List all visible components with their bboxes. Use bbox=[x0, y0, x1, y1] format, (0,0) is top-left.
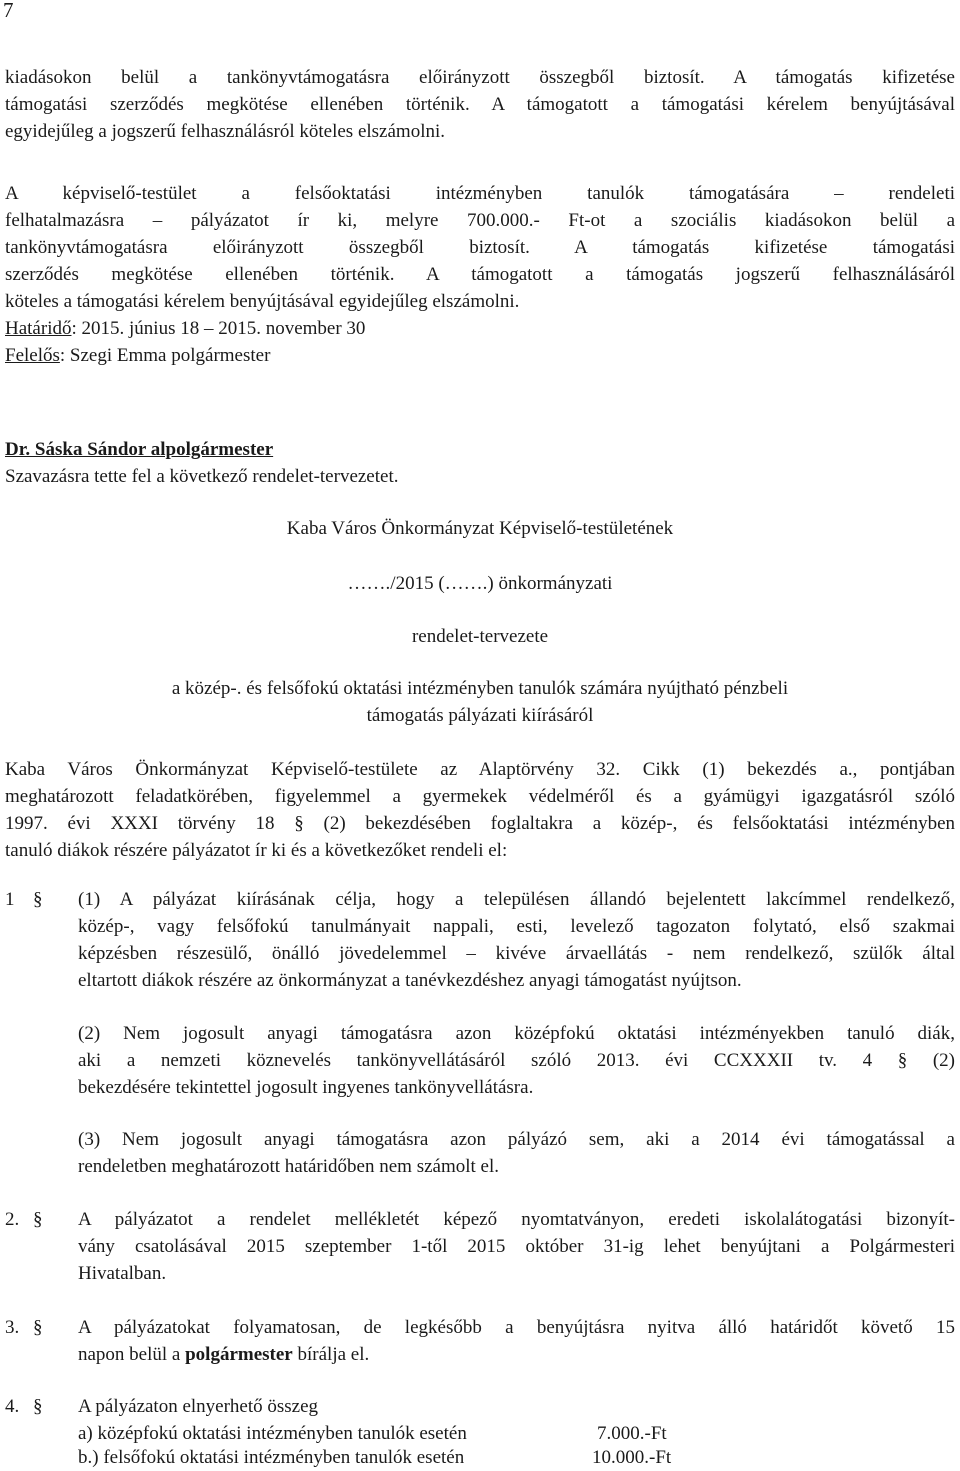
section-2-body bbox=[78, 1206, 955, 1287]
text-line bbox=[78, 1341, 955, 1368]
deadline-line bbox=[5, 315, 955, 342]
section-sign: § bbox=[33, 1209, 43, 1230]
amount-value: 7.000.-Ft bbox=[597, 1423, 667, 1444]
section-1-subsection-3 bbox=[78, 1126, 955, 1180]
text-line: támogatási szerződés megkötése ellenében történik. A támogatott a támogatási kérelem benyújtásával bbox=[5, 94, 955, 115]
text-line: bekezdésére tekintettel jogosult ingyenes tankönyvellátásra. bbox=[78, 1077, 534, 1098]
deadline-label: Határidő bbox=[5, 318, 72, 339]
section-sign: § bbox=[33, 889, 43, 910]
text-line: (1) A pályázat kiírásának célja, hogy a településen állandó bejelentett lakcímmel rendelkező, bbox=[78, 889, 955, 910]
responsible-label: Felelős bbox=[5, 345, 60, 366]
decree-header-line-3: rendelet-tervezete bbox=[411, 626, 549, 647]
decree-header-line-2: ……./2015 (…….) önkormányzati bbox=[347, 573, 613, 594]
text-line: (2) Nem jogosult anyagi támogatásra azon középfokú oktatási intézményekben tanuló diák, bbox=[78, 1023, 955, 1044]
text-run: bírálja el. bbox=[292, 1344, 370, 1365]
text-line: kiadásokon belül a tankönyvtámogatásra előirányzott összegből biztosít. A támogatás kifizetése bbox=[5, 67, 955, 88]
section-3-body bbox=[78, 1314, 955, 1368]
intro-paragraph-1 bbox=[5, 64, 955, 145]
text-line: képzésben részesülő, önálló jövedelemmel – kivéve árvaellátás - nem rendelkező, szülők által bbox=[78, 943, 955, 964]
intro-paragraph-2 bbox=[5, 180, 955, 369]
section-1-subsection-1 bbox=[78, 886, 955, 994]
text-line: tankönyvtámogatásra előirányzott összegből biztosít. A támogatás kifizetése támogatási bbox=[5, 237, 955, 258]
amount-label: a) középfokú oktatási intézményben tanulók esetén bbox=[78, 1423, 467, 1444]
section-sign: § bbox=[33, 1396, 43, 1417]
decree-title-line-2: támogatás pályázati kiírásáról bbox=[366, 705, 594, 726]
speaker-text: Szavazásra tette fel a következő rendelet-tervezetet. bbox=[5, 466, 399, 487]
section-number: 4. bbox=[5, 1396, 20, 1417]
section-number: 1 bbox=[5, 889, 15, 910]
responsible-value: : Szegi Emma polgármester bbox=[59, 345, 271, 366]
section-number: 3. bbox=[5, 1317, 20, 1338]
preamble bbox=[5, 756, 955, 864]
text-line: meghatározott feladatkörében, figyelemmel a gyermekek védelméről és a gyámügyi igazgatásról szóló bbox=[5, 786, 955, 807]
page-number: 7 bbox=[3, 0, 14, 22]
text-line: Kaba Város Önkormányzat Képviselő-testülete az Alaptörvény 32. Cikk (1) bekezdés a., pontjában bbox=[5, 759, 955, 780]
text-line: eltartott diákok részére az önkormányzat a tanévkezdéshez anyagi támogatást nyújtson. bbox=[78, 970, 742, 991]
text-line: vány csatolásával 2015 szeptember 1-től 2015 október 31-ig lehet benyújtani a Polgármesteri bbox=[78, 1236, 955, 1257]
text-line: A képviselő-testület a felsőoktatási intézményben tanulók támogatására – rendeleti bbox=[5, 183, 955, 204]
responsible-line bbox=[5, 342, 955, 369]
amount-value: 10.000.-Ft bbox=[592, 1447, 672, 1468]
decree-title-line-1: a közép-. és felsőfokú oktatási intézményben tanulók számára nyújtható pénzbeli bbox=[171, 678, 789, 699]
section-1-subsection-2 bbox=[78, 1020, 955, 1101]
text-run-bold: polgármester bbox=[185, 1344, 293, 1365]
decree-header-line-1: Kaba Város Önkormányzat Képviselő-testületének bbox=[286, 518, 674, 539]
text-run: napon belül a bbox=[78, 1344, 186, 1365]
text-line: közép-, vagy felsőfokú tanulmányait nappali, esti, levelező tagozaton folytató, első szakmai bbox=[78, 916, 955, 937]
deadline-value: : 2015. június 18 – 2015. november 30 bbox=[71, 318, 366, 339]
section-number: 2. bbox=[5, 1209, 20, 1230]
section-sign: § bbox=[33, 1317, 43, 1338]
text-line: felhatalmazásra – pályázatot ír ki, melyre 700.000.- Ft-ot a szociális kiadásokon belül a bbox=[5, 210, 955, 231]
text-line: A pályázatot a rendelet mellékletét képező nyomtatványon, eredeti iskolalátogatási bizonyít- bbox=[78, 1209, 955, 1230]
text-line: köteles a támogatási kérelem benyújtásával egyidejűleg elszámolni. bbox=[5, 291, 520, 312]
text-line: rendeletben meghatározott határidőben nem számolt el. bbox=[78, 1156, 499, 1177]
text-line: Hivatalban. bbox=[78, 1263, 167, 1284]
text-line: 1997. évi XXXI törvény 18 § (2) bekezdésében foglaltakra a közép-, és felsőoktatási intézményben bbox=[5, 813, 955, 834]
text-line: szerződés megkötése ellenében történik. A támogatott a támogatás jogszerű felhasználásáról bbox=[5, 264, 955, 285]
text-line: aki a nemzeti köznevelés tankönyvellátásáról szóló 2013. évi CCXXXII tv. 4 § (2) bbox=[78, 1050, 955, 1071]
text-line: tanuló diákok részére pályázatot ír ki és a következőket rendeli el: bbox=[5, 840, 508, 861]
text-line: (3) Nem jogosult anyagi támogatásra azon pályázó sem, aki a 2014 évi támogatással a bbox=[78, 1129, 955, 1150]
text-line: egyidejűleg a jogszerű felhasználásról köteles elszámolni. bbox=[5, 121, 446, 142]
speaker-name: Dr. Sáska Sándor alpolgármester bbox=[5, 439, 274, 460]
speaker-block bbox=[5, 436, 955, 490]
amount-label: b.) felsőfokú oktatási intézményben tanulók esetén bbox=[78, 1447, 465, 1468]
section-4-title: A pályázaton elnyerhető összeg bbox=[78, 1396, 319, 1417]
text-line: A pályázatokat folyamatosan, de legkésőbb a benyújtásra nyitva álló határidőt követő 15 bbox=[78, 1317, 955, 1338]
